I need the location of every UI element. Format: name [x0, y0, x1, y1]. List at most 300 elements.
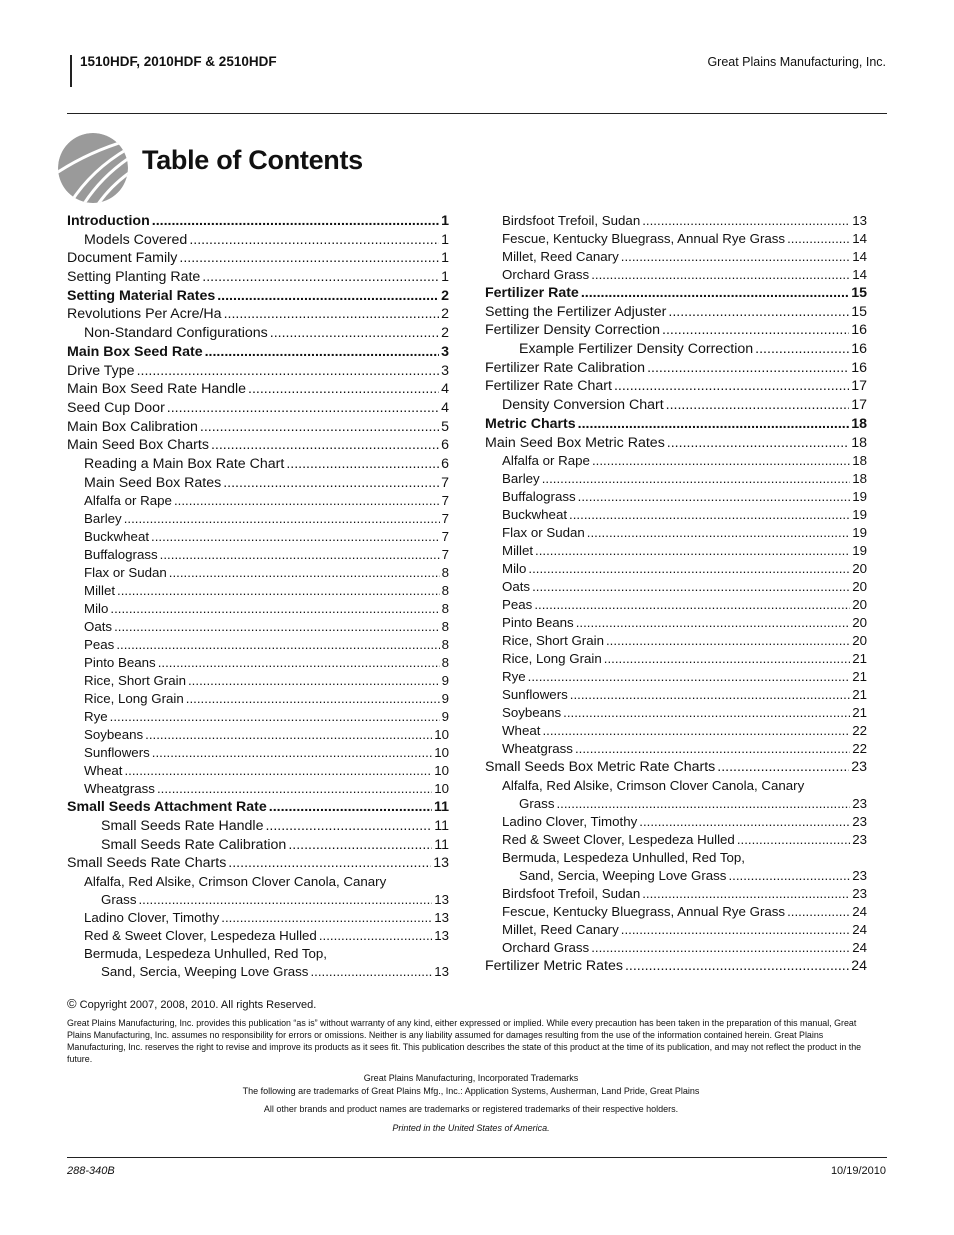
- toc-entry[interactable]: [67, 726, 449, 744]
- toc-entry-leader: [787, 230, 850, 248]
- toc-entry[interactable]: [67, 891, 449, 909]
- toc-entry[interactable]: [485, 957, 867, 976]
- toc-entry-leader: [205, 343, 440, 362]
- toc-entry-leader: [528, 668, 851, 686]
- toc-entry-page: 6: [441, 455, 449, 472]
- toc-entry-title: Rice, Long Grain: [84, 691, 184, 707]
- toc-entry-page: 7: [441, 529, 449, 545]
- toc-entry-leader: [269, 798, 432, 817]
- toc-entry-page: 15: [851, 285, 867, 301]
- toc-entry[interactable]: [485, 340, 867, 359]
- header-models: 1510HDF, 2010HDF & 2510HDF: [80, 54, 277, 69]
- toc-entry-page: 14: [852, 231, 867, 246]
- toc-entry-title: Peas: [502, 597, 533, 613]
- toc-entry[interactable]: [485, 230, 867, 248]
- toc-entry-leader: [110, 708, 440, 726]
- toc-entry-title: Pinto Beans: [84, 655, 156, 671]
- toc-entry[interactable]: [67, 817, 449, 836]
- toc-entry-leader: [223, 474, 439, 493]
- toc-entry-page: 9: [441, 709, 449, 725]
- toc-entry[interactable]: [67, 492, 449, 510]
- toc-entry-leader: [570, 686, 850, 704]
- toc-entry-page: 7: [441, 474, 449, 491]
- toc-entry[interactable]: [67, 399, 449, 418]
- toc-entry-leader: [642, 212, 850, 230]
- toc-entry[interactable]: [485, 377, 867, 396]
- toc-entry-title: Document Family: [67, 250, 178, 267]
- toc-entry[interactable]: [67, 672, 449, 690]
- toc-entry-leader: [310, 963, 432, 981]
- toc-entry-page: 11: [434, 836, 449, 853]
- toc-entry[interactable]: [485, 903, 867, 921]
- toc-entry-leader: [138, 891, 432, 909]
- toc-entry[interactable]: [485, 266, 867, 284]
- toc-entry-title: Small Seeds Rate Calibration: [101, 836, 287, 853]
- toc-entry-title: Soybeans: [502, 705, 562, 721]
- toc-entry-title: Fescue, Kentucky Bluegrass, Annual Rye Grass: [502, 903, 786, 919]
- toc-entry-leader: [228, 854, 431, 873]
- toc-entry[interactable]: [485, 704, 867, 722]
- toc-entry-leader: [592, 452, 850, 470]
- toc-entry[interactable]: [67, 600, 449, 618]
- toc-entry[interactable]: [485, 560, 867, 578]
- toc-entry-page: 24: [852, 939, 867, 955]
- trademarks-list: The following are trademarks of Great Plains Mfg., Inc.: Application Systems, Ausherman, Land Pride, Great Plains: [242, 1086, 700, 1096]
- toc-entry-page: 23: [852, 885, 867, 901]
- toc-entry-leader: [221, 909, 432, 927]
- toc-entry-leader: [575, 740, 850, 758]
- toc-entry-page: 16: [851, 341, 867, 358]
- toc-entry-leader: [581, 284, 849, 303]
- toc-entry[interactable]: [485, 359, 867, 378]
- toc-entry-page: 23: [852, 795, 867, 811]
- toc-entry-page: 20: [852, 597, 867, 613]
- toc-entry[interactable]: [67, 836, 449, 855]
- toc-entry-title: Main Box Seed Rate: [67, 343, 203, 360]
- toc-entry-page: 4: [441, 399, 449, 416]
- toc-entry[interactable]: [485, 470, 867, 488]
- toc-entry[interactable]: [67, 212, 449, 231]
- toc-entry-title: Peas: [84, 637, 115, 653]
- toc-entry-page: 18: [851, 415, 867, 432]
- toc-entry[interactable]: [485, 795, 867, 813]
- toc-entry[interactable]: [67, 945, 449, 963]
- toc-entry-leader: [157, 780, 432, 798]
- toc-entry-leader: [578, 415, 850, 434]
- toc-entry-leader: [542, 722, 850, 740]
- toc-entry-page: 17: [851, 378, 867, 395]
- toc-entry-title: Wheatgrass: [502, 741, 573, 757]
- toc-entry-page: 24: [852, 903, 867, 919]
- toc-entry-title: Alfalfa or Rape: [84, 493, 172, 509]
- toc-entry[interactable]: [485, 722, 867, 740]
- toc-entry-leader: [621, 248, 850, 266]
- toc-entry-page: 7: [441, 493, 449, 509]
- toc-entry[interactable]: [67, 909, 449, 927]
- toc-entry[interactable]: [485, 939, 867, 957]
- header-rule-vertical: [70, 55, 72, 87]
- toc-entry[interactable]: [485, 885, 867, 903]
- toc-entry[interactable]: [67, 762, 449, 780]
- toc-entry-page: 9: [441, 691, 449, 707]
- toc-entry-title: Small Seeds Box Metric Rate Charts: [485, 759, 716, 776]
- toc-entry[interactable]: [67, 343, 449, 362]
- toc-entry-title: Example Fertilizer Density Correction: [519, 341, 754, 358]
- toc-entry[interactable]: [485, 578, 867, 596]
- toc-entry-title: Fertilizer Rate Chart: [485, 378, 612, 395]
- toc-entry-leader: [556, 795, 850, 813]
- toc-entry-leader: [563, 704, 850, 722]
- copyright-text: Copyright 2007, 2008, 2010. All rights Reserved.: [79, 999, 317, 1011]
- toc-entry-leader: [169, 564, 440, 582]
- toc-entry-title: Milo: [84, 601, 109, 617]
- toc-entry-title: Pinto Beans: [502, 615, 574, 631]
- toc-entry-page: 8: [441, 637, 449, 653]
- toc-entry-page: 7: [441, 547, 449, 563]
- toc-entry[interactable]: [67, 528, 449, 546]
- great-plains-logo-icon: [57, 132, 129, 204]
- toc-entry-page: 11: [434, 799, 449, 816]
- toc-entry[interactable]: [67, 249, 449, 268]
- toc-entry-title: Grass: [101, 892, 137, 908]
- toc-entry[interactable]: [67, 798, 449, 817]
- toc-entry-page: 2: [441, 325, 449, 342]
- toc-entry-title: Soybeans: [84, 727, 144, 743]
- toc-entry-page: 20: [852, 615, 867, 631]
- toc-entry-page: 14: [852, 267, 867, 282]
- trademarks-other: All other brands and product names are trademarks or registered trademarks of their respective holders.: [263, 1104, 679, 1114]
- printed-in: Printed in the United States of America.: [392, 1123, 550, 1133]
- toc-entry-leader: [621, 921, 850, 939]
- toc-entry-page: 23: [852, 867, 867, 883]
- page-title: Table of Contents: [142, 145, 363, 175]
- toc-entry-leader: [587, 524, 850, 542]
- toc-entry-page: 19: [852, 543, 867, 559]
- toc-entry-title: Flax or Sudan: [502, 525, 585, 541]
- toc-entry-page: 6: [441, 437, 449, 454]
- toc-entry-title: Setting Planting Rate: [67, 269, 201, 286]
- toc-entry-leader: [117, 582, 440, 600]
- toc-entry-leader: [110, 600, 439, 618]
- toc-entry-leader: [535, 542, 850, 560]
- toc-entry-page: 10: [434, 745, 449, 761]
- toc-entry-page: 13: [434, 892, 449, 908]
- toc-entry-leader: [189, 231, 439, 250]
- toc-entry-page: 16: [851, 359, 867, 376]
- toc-entry-leader: [591, 939, 850, 957]
- toc-entry-title: Setting Material Rates: [67, 287, 216, 304]
- toc-entry-leader: [152, 212, 439, 231]
- toc-entry[interactable]: [485, 650, 867, 668]
- toc-entry-page: 13: [433, 855, 449, 872]
- toc-entry-leader: [186, 690, 440, 708]
- toc-entry-leader: [160, 546, 440, 564]
- toc-entry-leader: [569, 506, 850, 524]
- toc-entry[interactable]: [67, 963, 449, 981]
- toc-entry-leader: [158, 654, 440, 672]
- toc-entry-title: Density Conversion Chart: [502, 397, 664, 414]
- toc-entry-page: 24: [851, 957, 867, 974]
- toc-entry-leader: [167, 399, 439, 418]
- toc-entry[interactable]: [67, 564, 449, 582]
- toc-entry-title: Sand, Sercia, Weeping Love Grass: [519, 867, 727, 883]
- toc-entry-page: 18: [852, 453, 867, 469]
- toc-entry-leader: [662, 321, 849, 340]
- toc-entry-title: Orchard Grass: [502, 267, 590, 282]
- toc-entry[interactable]: [485, 524, 867, 542]
- toc-entry-page: 23: [852, 831, 867, 847]
- toc-entry-title: Buffalograss: [84, 547, 158, 563]
- toc-entry-leader: [642, 885, 850, 903]
- toc-entry[interactable]: [485, 740, 867, 758]
- toc-entry-title: Red & Sweet Clover, Lespedeza Hulled: [502, 831, 735, 847]
- toc-entry-page: 14: [852, 249, 867, 264]
- toc-entry-page: 18: [851, 434, 867, 451]
- toc-column-left: [67, 212, 449, 981]
- toc-entry-leader: [179, 249, 439, 268]
- toc-entry[interactable]: [485, 506, 867, 524]
- toc-entry-leader: [319, 927, 432, 945]
- toc-entry-title: Grass: [519, 795, 555, 811]
- toc-entry-page: 20: [852, 561, 867, 577]
- toc-entry-page: 21: [852, 687, 867, 703]
- toc-entry-page: 13: [434, 928, 449, 944]
- toc-entry[interactable]: [67, 618, 449, 636]
- toc-entry-title: Birdsfoot Trefoil, Sudan: [502, 213, 641, 228]
- toc-entry-title: Rye: [84, 709, 108, 725]
- toc-entry[interactable]: [485, 632, 867, 650]
- toc-entry[interactable]: [485, 415, 867, 434]
- toc-entry-title: Rice, Short Grain: [502, 633, 604, 649]
- toc-entry[interactable]: [67, 418, 449, 437]
- toc-entry-page: 1: [441, 213, 449, 229]
- toc-entry-leader: [737, 831, 850, 849]
- toc-entry-page: 24: [852, 921, 867, 937]
- toc-entry[interactable]: [485, 596, 867, 614]
- toc-entry-leader: [248, 380, 439, 399]
- toc-entry-leader: [647, 359, 849, 378]
- toc-entry-title: Small Seeds Rate Handle: [101, 818, 264, 834]
- toc-entry[interactable]: [67, 436, 449, 455]
- toc-entry-title: Fertilizer Density Correction: [485, 322, 661, 339]
- toc-entry[interactable]: [485, 321, 867, 340]
- toc-entry-title: Wheat: [502, 723, 541, 739]
- toc-entry-page: 19: [852, 507, 867, 523]
- toc-entry-title: Millet, Reed Canary: [502, 921, 619, 937]
- toc-entry-page: 16: [851, 322, 867, 339]
- toc-entry-title: Main Box Seed Rate Handle: [67, 381, 247, 398]
- toc-entry[interactable]: [485, 813, 867, 831]
- toc-entry-title: Small Seeds Rate Charts: [67, 855, 227, 872]
- toc-entry-title: Bermuda, Lespedeza Unhulled, Red Top,: [502, 849, 745, 865]
- toc-entry-title: Seed Cup Door: [67, 399, 165, 416]
- toc-entry-page: 20: [852, 579, 867, 595]
- toc-entry-leader: [265, 817, 432, 836]
- toc-entry[interactable]: [67, 546, 449, 564]
- toc-entry[interactable]: [67, 268, 449, 287]
- toc-entry-leader: [286, 455, 439, 474]
- toc-entry-title: Buffalograss: [502, 489, 576, 505]
- toc-entry-leader: [137, 362, 440, 381]
- toc-entry[interactable]: [485, 303, 867, 322]
- toc-entry-title: Bermuda, Lespedeza Unhulled, Red Top,: [84, 946, 327, 962]
- toc-entry[interactable]: [67, 654, 449, 672]
- toc-entry-page: 23: [851, 759, 867, 776]
- toc-entry[interactable]: [485, 248, 867, 266]
- toc-entry-title: Fertilizer Metric Rates: [485, 957, 623, 974]
- toc-entry-page: 20: [852, 633, 867, 649]
- toc-entry-title: Wheat: [84, 763, 123, 779]
- toc-entry-leader: [668, 303, 849, 322]
- toc-entry[interactable]: [67, 690, 449, 708]
- toc-entry-leader: [639, 813, 850, 831]
- toc-entry-leader: [217, 287, 439, 306]
- toc-entry-title: Small Seeds Attachment Rate: [67, 799, 267, 816]
- toc-entry-leader: [755, 340, 849, 359]
- toc-entry-leader: [174, 492, 440, 510]
- toc-entry-page: 21: [852, 705, 867, 721]
- toc-entry[interactable]: [67, 854, 449, 873]
- toc-entry-leader: [224, 305, 440, 324]
- toc-entry-title: Buckwheat: [84, 529, 150, 545]
- toc-entry-page: 5: [441, 418, 449, 435]
- toc-entry[interactable]: [485, 921, 867, 939]
- toc-entry-page: 15: [851, 303, 867, 320]
- toc-entry-page: 13: [434, 910, 449, 926]
- toc-entry-leader: [528, 560, 850, 578]
- toc-entry-title: Ladino Clover, Timothy: [84, 910, 220, 926]
- toc-entry-page: 18: [852, 471, 867, 487]
- toc-entry[interactable]: [67, 744, 449, 762]
- toc-entry[interactable]: [67, 582, 449, 600]
- toc-entry-title: Metric Charts: [485, 415, 576, 432]
- toc-entry[interactable]: [485, 396, 867, 415]
- toc-entry[interactable]: [485, 777, 867, 795]
- toc-entry-page: 8: [441, 583, 449, 599]
- toc-entry-page: 22: [852, 741, 867, 757]
- toc-entry[interactable]: [67, 474, 449, 493]
- toc-entry[interactable]: [67, 305, 449, 324]
- toc-entry-leader: [152, 744, 432, 762]
- toc-entry[interactable]: [485, 686, 867, 704]
- toc-entry-leader: [625, 957, 849, 976]
- copyright-line: [67, 996, 316, 1011]
- footer-doc-number: 288-340B: [67, 1165, 115, 1177]
- toc-entry-page: 21: [852, 669, 867, 685]
- toc-entry[interactable]: [485, 452, 867, 470]
- toc-entry-page: 22: [852, 723, 867, 739]
- toc-entry-page: 21: [852, 651, 867, 667]
- toc-entry-page: 8: [441, 655, 449, 671]
- toc-entry-leader: [578, 488, 851, 506]
- toc-entry-leader: [534, 596, 850, 614]
- toc-entry-leader: [124, 510, 440, 528]
- toc-entry-page: 13: [852, 213, 867, 228]
- toc-entry-title: Drive Type: [67, 362, 135, 379]
- toc-entry-leader: [114, 618, 440, 636]
- toc-entry-page: 1: [441, 250, 449, 267]
- toc-entry-leader: [532, 578, 850, 596]
- toc-entry-title: Fertilizer Rate: [485, 285, 579, 301]
- toc-entry-title: Revolutions Per Acre/Ha: [67, 306, 222, 323]
- toc-entry-title: Main Seed Box Charts: [67, 437, 209, 454]
- toc-entry-title: Millet: [84, 583, 116, 599]
- toc-entry-leader: [116, 636, 439, 654]
- toc-entry-title: Flax or Sudan: [84, 565, 167, 581]
- toc-entry[interactable]: [485, 212, 867, 230]
- toc-entry-title: Ladino Clover, Timothy: [502, 813, 638, 829]
- toc-entry-title: Oats: [502, 579, 531, 595]
- toc-entry-title: Sunflowers: [84, 745, 150, 761]
- toc-entry-title: Millet: [502, 543, 534, 559]
- toc-entry-title: Sunflowers: [502, 687, 568, 703]
- toc-entry-page: 19: [852, 525, 867, 541]
- toc-entry-title: Fescue, Kentucky Bluegrass, Annual Rye Grass: [502, 231, 786, 246]
- toc-entry[interactable]: [67, 510, 449, 528]
- footer-divider: [67, 1157, 887, 1158]
- toc-entry-title: Oats: [84, 619, 113, 635]
- toc-entry-title: Rye: [502, 669, 526, 685]
- toc-entry-title: Main Seed Box Metric Rates: [485, 434, 665, 451]
- toc-entry[interactable]: [67, 455, 449, 474]
- toc-entry[interactable]: [67, 873, 449, 891]
- toc-entry-title: Rice, Short Grain: [84, 673, 186, 689]
- toc-entry-page: 8: [441, 601, 449, 617]
- toc-entry-leader: [145, 726, 432, 744]
- toc-entry[interactable]: [485, 867, 867, 885]
- toc-entry-leader: [728, 867, 850, 885]
- toc-entry-leader: [288, 836, 432, 855]
- toc-entry[interactable]: [485, 434, 867, 453]
- toc-entry-leader: [787, 903, 850, 921]
- toc-entry[interactable]: [67, 287, 449, 306]
- toc-entry[interactable]: [485, 488, 867, 506]
- toc-entry-title: Orchard Grass: [502, 939, 590, 955]
- toc-entry-leader: [202, 268, 439, 287]
- toc-entry-page: 10: [434, 727, 449, 743]
- header-company: Great Plains Manufacturing, Inc.: [707, 55, 886, 69]
- toc-entry-title: Fertilizer Rate Calibration: [485, 359, 646, 376]
- toc-entry[interactable]: [485, 284, 867, 303]
- trademarks-heading: Great Plains Manufacturing, Incorporated Trademarks: [363, 1073, 579, 1083]
- toc-entry[interactable]: [485, 849, 867, 867]
- toc-entry[interactable]: [485, 831, 867, 849]
- toc-entry[interactable]: [485, 668, 867, 686]
- toc-entry-leader: [717, 758, 849, 777]
- toc-entry-page: 10: [434, 781, 449, 797]
- toc-entry-page: 2: [441, 287, 449, 304]
- toc-entry-page: 3: [441, 343, 449, 360]
- toc-entry-page: 13: [434, 964, 449, 980]
- toc-entry-title: Setting the Fertilizer Adjuster: [485, 303, 667, 320]
- toc-entry[interactable]: [485, 614, 867, 632]
- toc-entry[interactable]: [67, 362, 449, 381]
- toc-entry-leader: [124, 762, 432, 780]
- toc-entry[interactable]: [485, 542, 867, 560]
- toc-entry-page: 4: [441, 381, 449, 398]
- toc-entry[interactable]: [67, 380, 449, 399]
- toc-entry[interactable]: [67, 636, 449, 654]
- toc-entry-leader: [576, 614, 850, 632]
- toc-entry[interactable]: [67, 708, 449, 726]
- disclaimer-text: Great Plains Manufacturing, Inc. provides this publication “as is” without warranty of any kind, either expressed or implied. While every precaution has been taken in the preparation of this manual, Great Plains Manufacturing, Inc. assumes no responsibility for errors or omissions. Neither is any liability assumed for damages resulting from the use of the information contained herein. Great Plains Manufacturing, Inc. reserves the right to revise and improve its products as it sees fit. This publication describes the state of this product at the time of its publication, and may not reflect the product in the future.: [67, 1018, 862, 1064]
- toc-entry[interactable]: [67, 324, 449, 343]
- toc-entry-leader: [200, 418, 439, 437]
- toc-entry[interactable]: [67, 231, 449, 250]
- toc-entry[interactable]: [485, 758, 867, 777]
- toc-entry[interactable]: [67, 780, 449, 798]
- toc-entry[interactable]: [67, 927, 449, 945]
